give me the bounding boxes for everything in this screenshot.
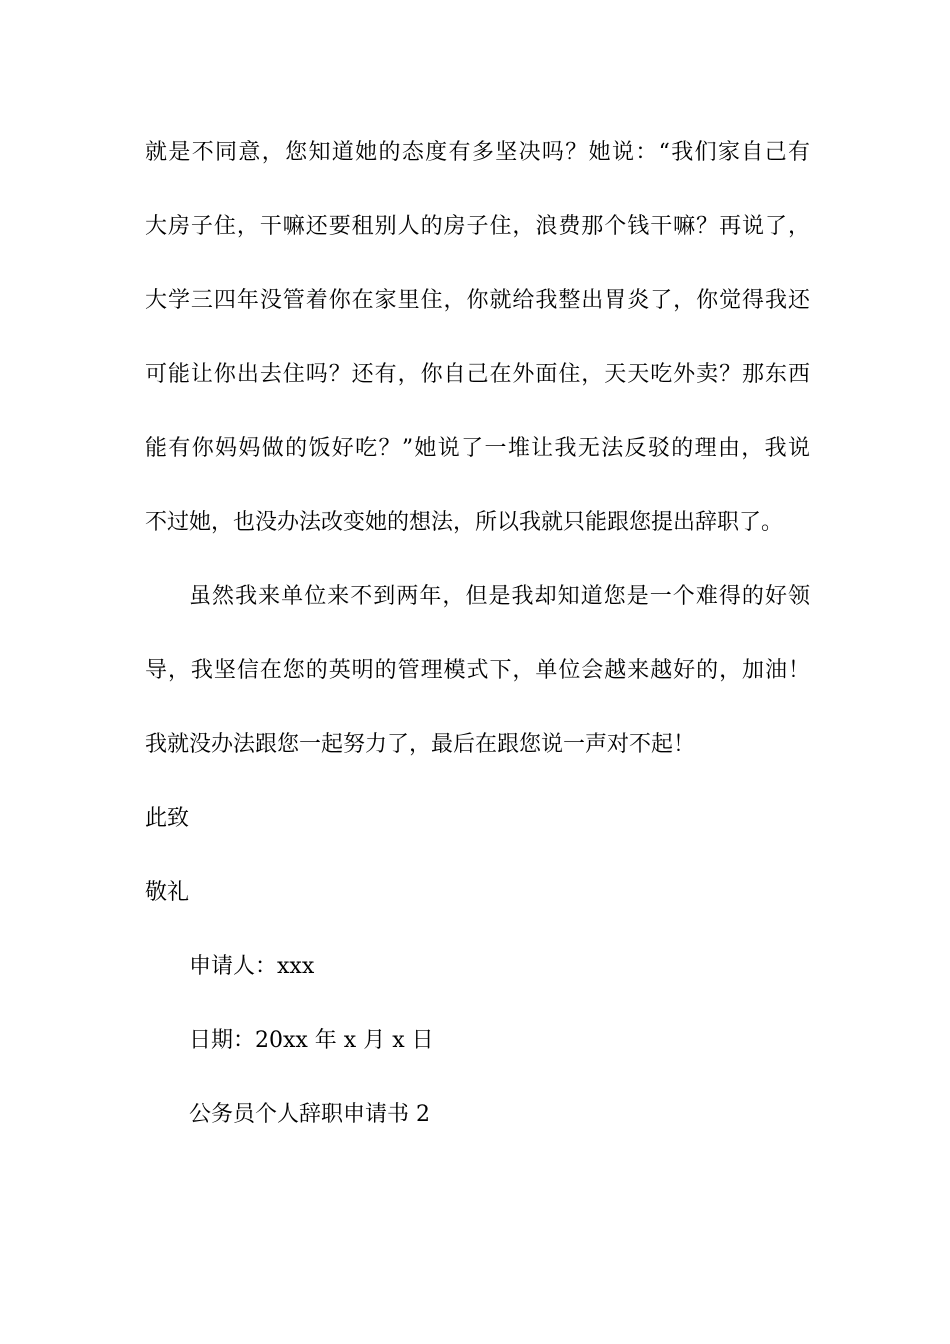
paragraph-line: 可能让你出去住吗？还有，你自己在外面住，天天吃外卖？那东西 bbox=[145, 362, 810, 387]
paragraph-line: 能有你妈妈做的饭好吃？”她说了一堆让我无法反驳的理由，我说 bbox=[145, 436, 810, 461]
paragraph-line: 我就没办法跟您一起努力了，最后在跟您说一声对不起！ bbox=[145, 732, 696, 757]
document-body bbox=[145, 134, 810, 1170]
applicant-signature: 申请人：xxx bbox=[189, 954, 315, 979]
paragraph-line: 不过她，也没办法改变她的想法，所以我就只能跟您提出辞职了。 bbox=[145, 510, 784, 535]
paragraph-line: 导，我坚信在您的英明的管理模式下，单位会越来越好的，加油！ bbox=[145, 658, 810, 683]
paragraph-line: 大房子住，干嘛还要租别人的房子住，浪费那个钱干嘛？再说了， bbox=[145, 214, 810, 239]
paragraph-line: 虽然我来单位来不到两年，但是我却知道您是一个难得的好领 bbox=[189, 584, 810, 609]
paragraph-line: 就是不同意，您知道她的态度有多坚决吗？她说：“我们家自己有 bbox=[145, 140, 810, 165]
next-section-title: 公务员个人辞职申请书 2 bbox=[189, 1102, 430, 1127]
closing-regards: 敬礼 bbox=[145, 880, 190, 905]
date-line: 日期：20xx 年 x 月 x 日 bbox=[189, 1028, 434, 1053]
paragraph-line: 大学三四年没管着你在家里住，你就给我整出胃炎了，你觉得我还 bbox=[145, 288, 810, 313]
closing-salutation: 此致 bbox=[145, 806, 190, 831]
